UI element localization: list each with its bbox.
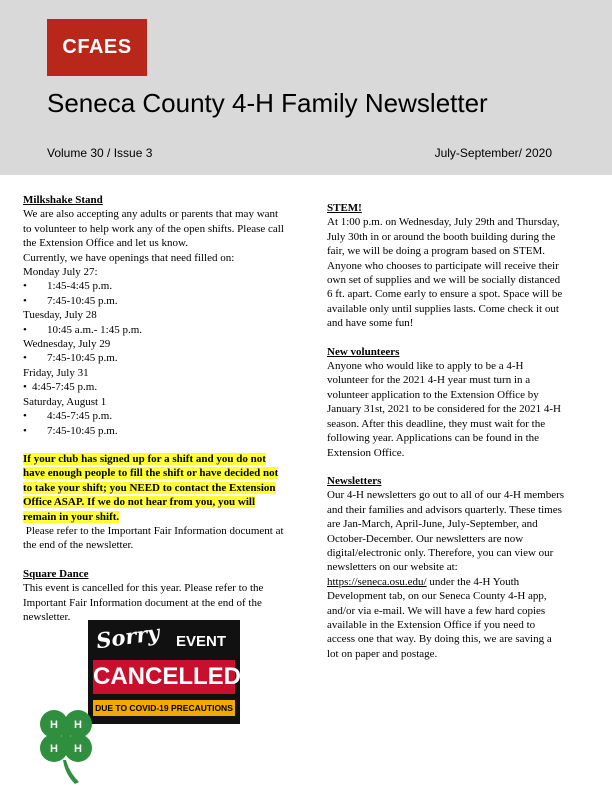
svg-text:H: H (74, 743, 82, 755)
newsletters-text: and/or via e-mail. We will have a few hard copies (327, 604, 546, 617)
event-cancelled-image (88, 620, 240, 724)
shift-time: • 7:45-10:45 p.m. (23, 424, 118, 437)
milkshake-text: the Extension Office and let us know. (23, 237, 188, 250)
refer-text: Please refer to the Important Fair Information document at (23, 524, 284, 537)
stem-text: available only until supplies lasts. Come check it out (327, 302, 559, 315)
shift-time: • 10:45 a.m.- 1:45 p.m. (23, 323, 143, 336)
milkshake-text: Currently, we have openings that need filled on: (23, 251, 235, 264)
svg-text:H: H (50, 719, 58, 731)
shift-time: • 7:45-10:45 p.m. (23, 294, 118, 307)
square-dance-heading: Square Dance (23, 567, 89, 580)
volunteers-text: following year. Applications can be found in the (327, 432, 540, 445)
highlight-notice: remain in your shift. (23, 510, 120, 523)
highlight-notice: Office ASAP. If we do not hear from you, you will (23, 496, 256, 509)
stem-text: and have some fun! (327, 317, 414, 330)
milkshake-text: We are also accepting any adults or parents that may want (23, 208, 279, 221)
volunteers-heading: New volunteers (327, 345, 400, 358)
shift-time: • 4:45-7:45 p.m. (23, 410, 113, 423)
milkshake-text: to volunteer to help work any of the open shifts. Please call (23, 222, 284, 235)
shift-time: • 4:45-7:45 p.m. (23, 381, 98, 394)
stem-text: own set of supplies and we will be socially distanced (327, 274, 561, 287)
sign-cancelled-text: CANCELLED (93, 660, 235, 694)
shift-time: • 7:45-10:45 p.m. (23, 352, 118, 365)
svg-text:H: H (74, 719, 82, 731)
newsletters-text: lot on paper and postage. (327, 647, 438, 660)
volunteers-text: Anyone who would like to apply to be a 4-H (327, 360, 524, 373)
newsletter-header (0, 0, 612, 175)
website-link[interactable]: https://seneca.osu.edu/ (327, 575, 427, 588)
page-title: Seneca County 4-H Family Newsletter (47, 88, 488, 118)
shift-day: Saturday, August 1 (23, 395, 107, 408)
stem-text: fair, we will be doing a program based on STEM. (327, 245, 545, 258)
square-dance-text: newsletter. (23, 610, 71, 623)
stem-text: At 1:00 p.m. on Wednesday, July 29th and Thursday, (327, 216, 560, 229)
highlight-notice: If your club has signed up for a shift and you do not (23, 452, 266, 465)
newsletters-text: available in the Extension Office if you need to (327, 618, 536, 631)
right-column (327, 201, 587, 661)
newsletters-text: newsletters on our website at: (327, 561, 458, 574)
sign-sorry-text: Sorry (94, 619, 161, 654)
4-h-clover-icon (35, 700, 97, 784)
newsletters-text: are Jan-March, April-June, July-September, and (327, 518, 538, 531)
newsletters-text: Development tab, on our Seneca County 4-H app, (327, 590, 547, 603)
stem-heading: STEM! (327, 202, 362, 214)
shift-day: Wednesday, July 29 (23, 338, 111, 351)
square-dance-text: This event is cancelled for this year. Please refer to the (23, 582, 264, 595)
shift-day: Monday July 27: (23, 266, 98, 279)
newsletters-text: October-December. Our newsletters are now (327, 532, 524, 545)
volume-issue: Volume 30 / Issue 3 (47, 146, 153, 160)
cfaes-logo: CFAES (47, 19, 147, 76)
stem-text: July 30th in or around the booth building during the (327, 230, 556, 243)
newsletters-text: and their families and advisors quarterly. These times (327, 503, 562, 516)
sign-covid-text: DUE TO COVID-19 PRECAUTIONS (93, 700, 235, 716)
shift-day: Friday, July 31 (23, 366, 89, 379)
volunteers-text: January 31st, 2021 to be considered for the 2021 4-H (327, 403, 562, 416)
stem-text: Anyone who chooses to participate will receive their (327, 259, 559, 272)
newsletters-heading: Newsletters (327, 474, 382, 487)
highlight-notice: to take your shift; you NEED to contact the Extension (23, 481, 276, 494)
stem-text: 6 ft. apart. Come early to ensure a spot. Space will be (327, 288, 563, 301)
volunteers-text: Extension Office. (327, 446, 405, 459)
volunteers-text: volunteer application to the Extension Office by (327, 388, 539, 401)
square-dance-text: Important Fair Information document at the end of the (23, 596, 262, 609)
newsletters-link-line: https://seneca.osu.edu/ under the 4-H Youth (327, 575, 520, 588)
volunteers-text: volunteer for the 2021 4-H year must turn in a (327, 374, 531, 387)
milkshake-heading: Milkshake Stand (23, 194, 103, 206)
highlight-notice: have enough people to fill the shift or have decided not (23, 467, 279, 480)
svg-text:H: H (50, 743, 58, 755)
refer-text: the end of the newsletter. (23, 539, 134, 552)
volunteers-text: season. After this deadline, they must wait for the (327, 417, 546, 430)
shift-time: • 1:45-4:45 p.m. (23, 280, 113, 293)
newsletters-text: Our 4-H newsletters go out to all of our 4-H members (327, 489, 565, 502)
sign-event-text: EVENT (176, 633, 227, 650)
newsletters-text: access one that way. By doing this, we are saving a (327, 633, 552, 646)
issue-date: July-September/ 2020 (434, 146, 552, 160)
left-column (23, 193, 313, 624)
shift-day: Tuesday, July 28 (23, 309, 97, 322)
newsletters-text: digital/electronic only. Therefore, you can view our (327, 546, 554, 559)
